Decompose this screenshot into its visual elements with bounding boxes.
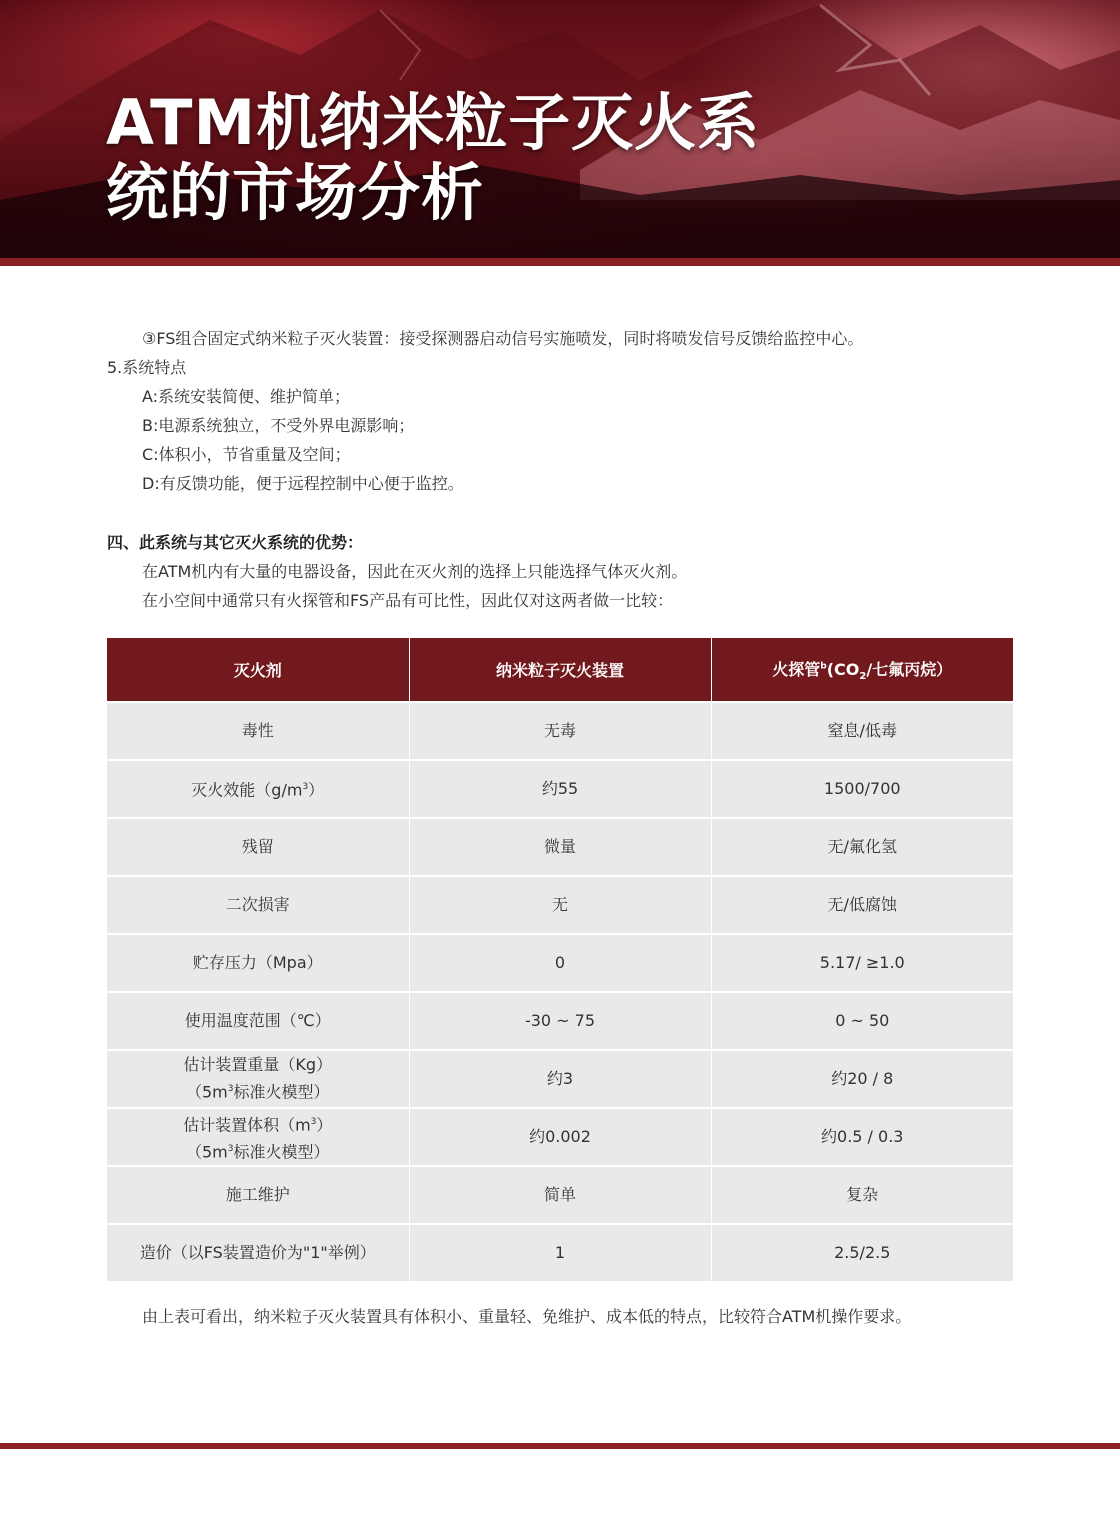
row-fs-value: 简单 bbox=[409, 1166, 711, 1224]
row-tube-value: 5.17/ ≥1.0 bbox=[711, 934, 1013, 992]
table-row bbox=[107, 992, 1013, 1050]
feature-a: A:系统安装简便、维护简单； bbox=[142, 387, 351, 406]
header-nano-device: 纳米粒子灭火装置 bbox=[409, 638, 711, 702]
comparison-table bbox=[107, 638, 1013, 1281]
header-agent: 灭火剂 bbox=[107, 638, 409, 702]
row-fs-value: 约55 bbox=[409, 760, 711, 818]
row-fs-value: 约0.002 bbox=[409, 1108, 711, 1166]
row-label: 造价（以FS装置造价为"1"举例） bbox=[107, 1224, 409, 1281]
row-label: 毒性 bbox=[107, 702, 409, 760]
row-tube-value: 无/氟化氢 bbox=[711, 818, 1013, 876]
row-fs-value: 微量 bbox=[409, 818, 711, 876]
feature-b: B:电源系统独立，不受外界电源影响； bbox=[142, 416, 415, 435]
table-row bbox=[107, 818, 1013, 876]
table-row bbox=[107, 702, 1013, 760]
row-tube-value: 窒息/低毒 bbox=[711, 702, 1013, 760]
table-row bbox=[107, 1050, 1013, 1108]
row-tube-value: 2.5/2.5 bbox=[711, 1224, 1013, 1281]
header-banner bbox=[0, 0, 1120, 258]
page-title-line1: ATM机纳米粒子灭火系 bbox=[106, 86, 761, 159]
intro-item-3: ③FS组合固定式纳米粒子灭火装置：接受探测器启动信号实施喷发，同时将喷发信号反馈给监控中心。 bbox=[142, 329, 864, 348]
table-row bbox=[107, 934, 1013, 992]
row-tube-value: 约0.5 / 0.3 bbox=[711, 1108, 1013, 1166]
section-4-title: 四、此系统与其它灭火系统的优势： bbox=[107, 533, 364, 552]
row-tube-value: 1500/700 bbox=[711, 760, 1013, 818]
row-fs-value: -30 ~ 75 bbox=[409, 992, 711, 1050]
row-label: 贮存压力（Mpa） bbox=[107, 934, 409, 992]
row-fs-value: 约3 bbox=[409, 1050, 711, 1108]
section-5-title: 5.系统特点 bbox=[107, 358, 187, 377]
banner-stripe bbox=[0, 258, 1120, 266]
row-label: 使用温度范围（℃） bbox=[107, 992, 409, 1050]
header-fire-tube: 火探管$^b(CO_2/$七氟丙烷） bbox=[711, 638, 1013, 702]
row-tube-value: 无/低腐蚀 bbox=[711, 876, 1013, 934]
table-row bbox=[107, 1166, 1013, 1224]
conclusion-text: 由上表可看出，纳米粒子灭火装置具有体积小、重量轻、免维护、成本低的特点，比较符合ATM机操作要求。 bbox=[142, 1307, 912, 1326]
row-label: 施工维护 bbox=[107, 1166, 409, 1224]
row-tube-value: 复杂 bbox=[711, 1166, 1013, 1224]
row-label: 灭火效能$(g/m^3)$ bbox=[107, 760, 409, 818]
table-row bbox=[107, 1224, 1013, 1281]
section-4-paragraph-2: 在小空间中通常只有火探管和FS产品有可比性，因此仅对这两者做一比较： bbox=[142, 591, 674, 610]
page-title bbox=[106, 88, 760, 228]
table-row bbox=[107, 760, 1013, 818]
row-label: 估计装置体积$(m^3)$ （$5m^3$标准火模型） bbox=[107, 1108, 409, 1166]
row-tube-value: 0 ~ 50 bbox=[711, 992, 1013, 1050]
table-row bbox=[107, 1108, 1013, 1166]
row-label: 估计装置重量（Kg） （$5m^3$标准火模型） bbox=[107, 1050, 409, 1108]
row-label: 残留 bbox=[107, 818, 409, 876]
page-title-line2: 统的市场分析 bbox=[106, 156, 485, 229]
row-fs-value: 0 bbox=[409, 934, 711, 992]
footer-line bbox=[0, 1443, 1120, 1449]
row-fs-value: 无 bbox=[409, 876, 711, 934]
section-4-paragraph-1: 在ATM机内有大量的电器设备，因此在灭火剂的选择上只能选择气体灭火剂。 bbox=[142, 562, 688, 581]
table-row bbox=[107, 876, 1013, 934]
table-header-row bbox=[107, 638, 1013, 702]
feature-c: C:体积小，节省重量及空间； bbox=[142, 445, 351, 464]
feature-d: D:有反馈功能，便于远程控制中心便于监控。 bbox=[142, 474, 464, 493]
row-fs-value: 无毒 bbox=[409, 702, 711, 760]
row-fs-value: 1 bbox=[409, 1224, 711, 1281]
row-label: 二次损害 bbox=[107, 876, 409, 934]
row-tube-value: 约20 / 8 bbox=[711, 1050, 1013, 1108]
